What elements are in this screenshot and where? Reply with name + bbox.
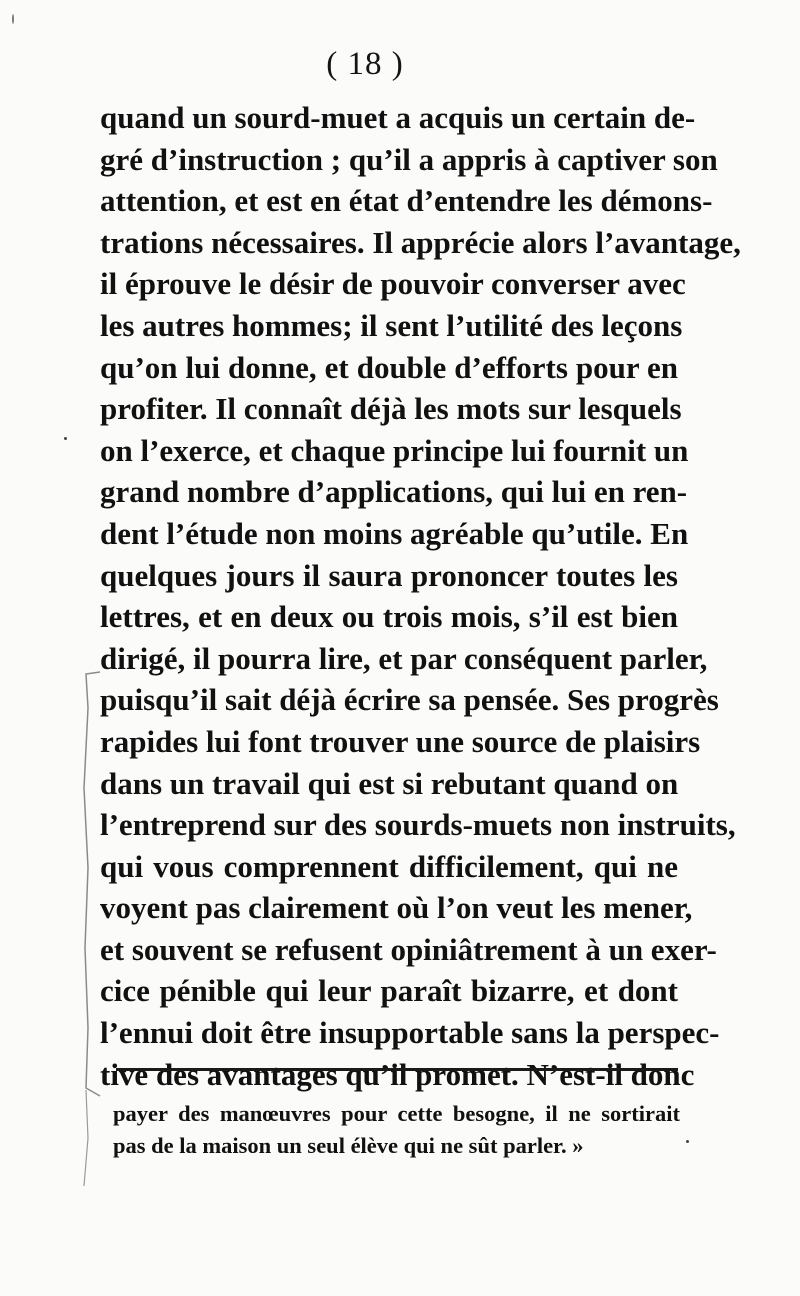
text-line: qui vous comprennent difficilement, qui ne [100, 848, 678, 884]
text-line: dent l’étude non moins agréable qu’utile. En [100, 515, 689, 551]
text-line: trations nécessaires. Il apprécie alors l’avantage, [100, 224, 741, 260]
text-line: tive des avantages qu’il promet. N’est-il donc [100, 1056, 695, 1092]
text-line: attention, et est en état d’entendre les démons- [100, 183, 713, 219]
text-line: lettres, et en deux ou trois mois, s’il est bien [100, 599, 678, 635]
page-number: ( 18 ) [326, 46, 404, 82]
text-line: qu’on lui donne, et double d’efforts pour en [100, 349, 678, 385]
text-line: dans un travail qui est si rebutant quand on [100, 765, 679, 801]
text-line: dirigé, il pourra lire, et par conséquent parler, [100, 640, 708, 676]
text-line: rapides lui font trouver une source de plaisirs [100, 723, 701, 759]
margin-bracket-mark [78, 668, 108, 1188]
text-line: gré d’instruction ; qu’il a appris à captiver son [100, 141, 718, 177]
footnote-line: pas de la maison un seul élève qui ne sût parler. » [113, 1133, 584, 1158]
footnote [113, 1098, 680, 1162]
text-line: voyent pas clairement où l’on veut les mener, [100, 890, 693, 926]
text-line: grand nombre d’applications, qui lui en ren- [100, 474, 688, 510]
text-line: on l’exerce, et chaque principe lui fournit un [100, 432, 689, 468]
text-line: et souvent se refusent opiniâtrement à un exer- [100, 931, 717, 967]
text-line: il éprouve le désir de pouvoir converser avec [100, 266, 686, 302]
ink-speck [64, 437, 67, 440]
text-line: cice pénible qui leur paraît bizarre, et dont [100, 973, 678, 1009]
footnote-rule [116, 1068, 678, 1071]
text-line: l’entreprend sur des sourds-muets non instruits, [100, 807, 736, 843]
text-line: les autres hommes; il sent l’utilité des leçons [100, 307, 683, 343]
text-line: profiter. Il connaît déjà les mots sur lesquels [100, 391, 682, 427]
text-line: puisqu’il sait déjà écrire sa pensée. Ses progrès [100, 682, 719, 718]
body-text [100, 97, 741, 1095]
text-line: quand un sourd-muet a acquis un certain de- [100, 100, 696, 135]
ink-speck [686, 1140, 689, 1143]
text-line: quelques jours il saura prononcer toutes les [100, 557, 678, 593]
ink-speck [12, 14, 14, 24]
footnote-line: payer des manœuvres pour cette besogne, il ne sortirait [113, 1101, 680, 1126]
text-line: l’ennui doit être insupportable sans la perspec- [100, 1015, 720, 1051]
